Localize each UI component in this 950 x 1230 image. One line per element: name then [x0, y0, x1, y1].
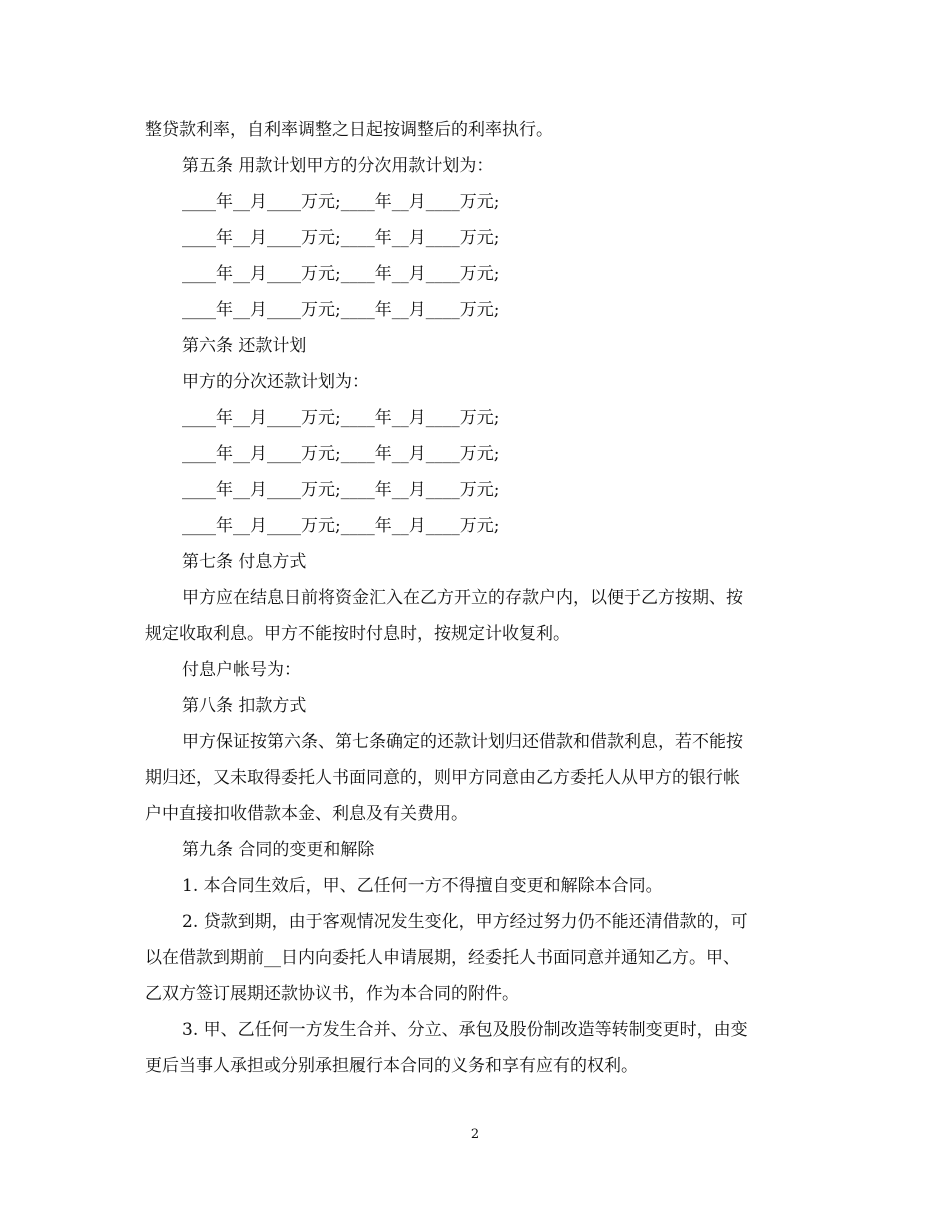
paragraph-line: 整贷款利率，自利率调整之日起按调整后的利率执行。: [145, 120, 553, 140]
paragraph-line: 以在借款到期前__日内向委托人申请展期，经委托人书面同意并通知乙方。甲、: [145, 948, 740, 968]
article-8-heading: 第八条 扣款方式: [182, 696, 307, 716]
schedule-line: ____年__月____万元;____年__月____万元;: [182, 444, 500, 464]
document-body: [145, 112, 805, 1084]
paragraph-line: 规定收取利息。甲方不能按时付息时，按规定计收复利。: [145, 624, 570, 644]
paragraph-line: 甲方保证按第六条、第七条确定的还款计划归还借款和借款利息，若不能按: [182, 732, 743, 752]
paragraph-line: 期归还，又未取得委托人书面同意的，则甲方同意由乙方委托人从甲方的银行帐: [145, 768, 740, 788]
paragraph-line: 更后当事人承担或分别承担履行本合同的义务和享有应有的权利。: [145, 1056, 638, 1076]
schedule-line: ____年__月____万元;____年__月____万元;: [182, 480, 500, 500]
paragraph-line: 3. 甲、乙任何一方发生合并、分立、承包及股份制改造等转制变更时，由变: [182, 1020, 748, 1040]
article-5-heading: 第五条 用款计划甲方的分次用款计划为：: [182, 156, 494, 176]
paragraph-line: 甲方的分次还款计划为：: [182, 372, 369, 392]
page-number: 2: [470, 1127, 480, 1142]
article-7-heading: 第七条 付息方式: [182, 552, 307, 572]
schedule-line: ____年__月____万元;____年__月____万元;: [182, 264, 500, 284]
paragraph-line: 乙双方签订展期还款协议书，作为本合同的附件。: [145, 984, 519, 1004]
paragraph-line: 付息户帐号为：: [182, 660, 301, 680]
schedule-line: ____年__月____万元;____年__月____万元;: [182, 516, 500, 536]
paragraph-line: 2. 贷款到期，由于客观情况发生变化，甲方经过努力仍不能还清借款的，可: [182, 912, 748, 932]
schedule-line: ____年__月____万元;____年__月____万元;: [182, 300, 500, 320]
schedule-line: ____年__月____万元;____年__月____万元;: [182, 228, 500, 248]
article-9-heading: 第九条 合同的变更和解除: [182, 840, 375, 860]
schedule-line: ____年__月____万元;____年__月____万元;: [182, 408, 500, 428]
schedule-line: ____年__月____万元;____年__月____万元;: [182, 192, 500, 212]
paragraph-line: 1. 本合同生效后，甲、乙任何一方不得擅自变更和解除本合同。: [182, 876, 663, 896]
paragraph-line: 户中直接扣收借款本金、利息及有关费用。: [145, 804, 468, 824]
article-6-heading: 第六条 还款计划: [182, 336, 307, 356]
paragraph-line: 甲方应在结息日前将资金汇入在乙方开立的存款户内，以便于乙方按期、按: [182, 588, 743, 608]
